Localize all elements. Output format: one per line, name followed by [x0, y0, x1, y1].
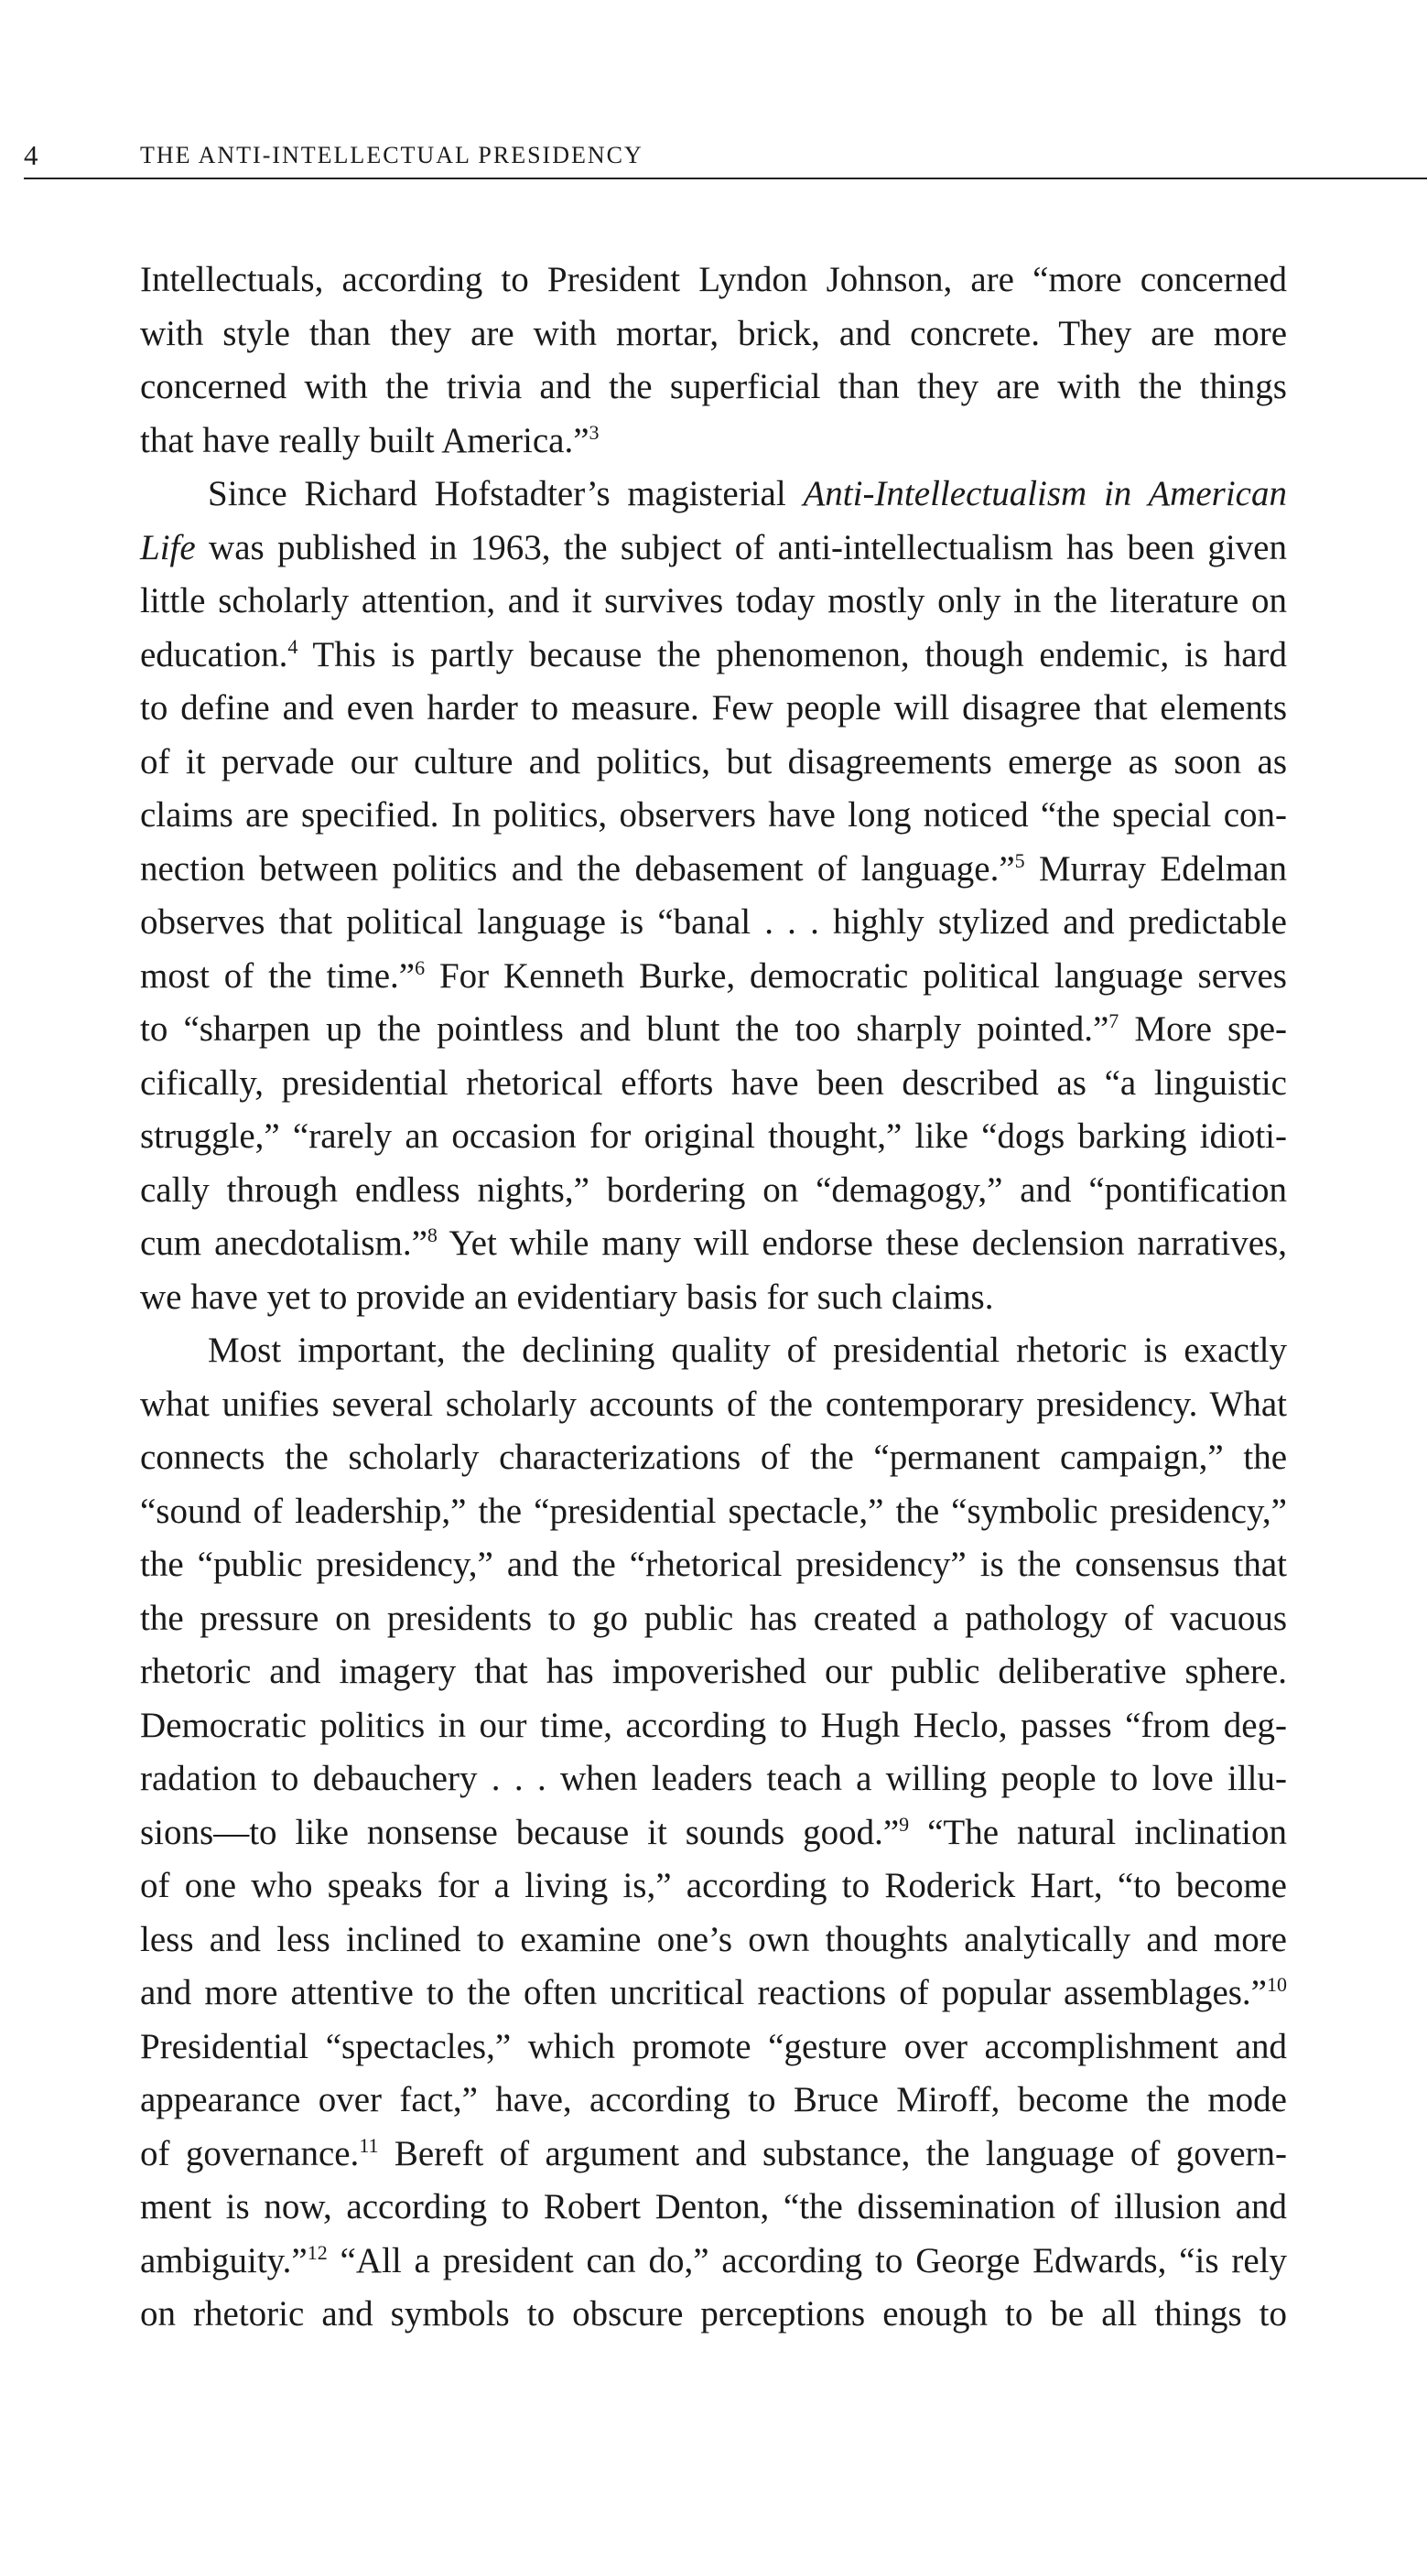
- note-reference: 4: [287, 634, 298, 658]
- text-line: Life was published in 1963, the subject of anti-intellectualism has been given: [140, 527, 1287, 567]
- text-line: and more attentive to the often uncritical reactions of popular assemblages.”$^{10}$: [140, 1973, 1287, 2012]
- text-line: Intellectuals, according to President Lyndon Johnson, are “more concerned: [140, 260, 1287, 299]
- text-line: that have really built America.”$^3$: [140, 420, 600, 460]
- body-text: [140, 253, 1287, 2342]
- italic-book-title: Anti-Intellectualism in American: [803, 474, 1287, 513]
- text-line: education.$^4$ This is partly because the phenomenon, though endemic, is hard: [140, 634, 1287, 674]
- text-line: cum anecdotalism.”$^8$ Yet while many will endorse these declension narratives,: [140, 1223, 1287, 1263]
- text-line: most of the time.”$^6$ For Kenneth Burke, democratic political language serves: [140, 955, 1287, 996]
- page-number: 4: [24, 139, 38, 171]
- text-line: to “sharpen up the pointless and blunt the too sharply pointed.”$^7$ More spe-: [140, 1009, 1287, 1049]
- text-line: the “public presidency,” and the “rhetorical presidency” is the consensus that: [140, 1545, 1287, 1584]
- note-reference: 5: [1014, 848, 1025, 872]
- text-line: of it pervade our culture and politics, but disagreements emerge as soon as: [140, 741, 1287, 781]
- text-line: observes that political language is “banal . . . highly stylized and predictable: [140, 902, 1287, 942]
- text-line: radation to debauchery . . . when leaders teach a willing people to love illu-: [140, 1759, 1287, 1798]
- text-line: rhetoric and imagery that has impoverished our public deliberative sphere.: [140, 1652, 1287, 1691]
- text-line: to define and even harder to measure. Few people will disagree that elements: [140, 688, 1287, 728]
- text-line: we have yet to provide an evidentiary basis for such claims.: [140, 1277, 994, 1317]
- text-line: with style than they are with mortar, brick, and concrete. They are more: [140, 313, 1287, 353]
- text-line: ment is now, according to Robert Denton, “the dissemination of illusion and: [140, 2187, 1287, 2226]
- text-line: what unifies several scholarly accounts of the contemporary presidency. What: [140, 1384, 1287, 1424]
- note-reference: 12: [307, 2240, 328, 2264]
- text-line: little scholarly attention, and it survives today mostly only in the literature on: [140, 581, 1287, 620]
- text-line: ambiguity.”$^{12}$ “All a president can do,” according to George Edwards, “is rely: [140, 2240, 1287, 2280]
- text-line: less and less inclined to examine one’s own thoughts analytically and more: [140, 1919, 1287, 1959]
- text-line: Presidential “spectacles,” which promote “gesture over accomplishment and: [140, 2026, 1287, 2066]
- text-line: Since Richard Hofstadter’s magisterial Anti-Intellectualism in American: [208, 474, 1287, 513]
- running-head: [24, 137, 1427, 179]
- text-line: nection between politics and the debasement of language.”$^5$ Murray Edelman: [140, 848, 1287, 889]
- text-line: the pressure on presidents to go public has created a pathology of vacuous: [140, 1598, 1287, 1638]
- text-line: struggle,” “rarely an occasion for original thought,” like “dogs barking idioti-: [140, 1116, 1287, 1156]
- note-reference: 11: [359, 2133, 379, 2157]
- text-line: appearance over fact,” have, according to Bruce Miroff, become the mode: [140, 2080, 1287, 2119]
- italic-book-title: Life: [140, 527, 196, 567]
- text-line: cifically, presidential rhetorical efforts have been described as “a linguistic: [140, 1062, 1287, 1103]
- text-line: of one who speaks for a living is,” according to Roderick Hart, “to become: [140, 1866, 1287, 1905]
- text-line: “sound of leadership,” the “presidential spectacle,” the “symbolic presidency,”: [140, 1491, 1287, 1531]
- paragraph-1: [140, 253, 1287, 468]
- text-line: of governance.$^{11}$ Bereft of argument and substance, the language of govern-: [140, 2133, 1287, 2173]
- note-reference: 3: [589, 420, 600, 444]
- text-line: Most important, the declining quality of presidential rhetoric is exactly: [208, 1331, 1287, 1370]
- note-reference: 9: [899, 1812, 910, 1836]
- text-line: sions—to like nonsense because it sounds good.”$^9$ “The natural inclination: [140, 1812, 1287, 1852]
- note-reference: 10: [1267, 1973, 1287, 1996]
- text-line: on rhetoric and symbols to obscure perceptions enough to be all things to: [140, 2294, 1287, 2333]
- running-head-title: THE ANTI-INTELLECTUAL PRESIDENCY: [140, 142, 643, 168]
- paragraph-2: [140, 468, 1287, 1324]
- paragraph-3: [140, 1324, 1287, 2342]
- note-reference: 6: [415, 955, 426, 979]
- text-line: concerned with the trivia and the superficial than they are with the things: [140, 367, 1287, 406]
- text-line: cally through endless nights,” bordering on “demagogy,” and “pontification: [140, 1169, 1287, 1210]
- note-reference: 8: [427, 1223, 438, 1246]
- text-line: Democratic politics in our time, according to Hugh Heclo, passes “from deg-: [140, 1705, 1287, 1745]
- text-line: claims are specified. In politics, observers have long noticed “the special con-: [140, 795, 1287, 835]
- note-reference: 7: [1108, 1009, 1119, 1032]
- text-line: connects the scholarly characterizations of the “permanent campaign,” the: [140, 1438, 1287, 1477]
